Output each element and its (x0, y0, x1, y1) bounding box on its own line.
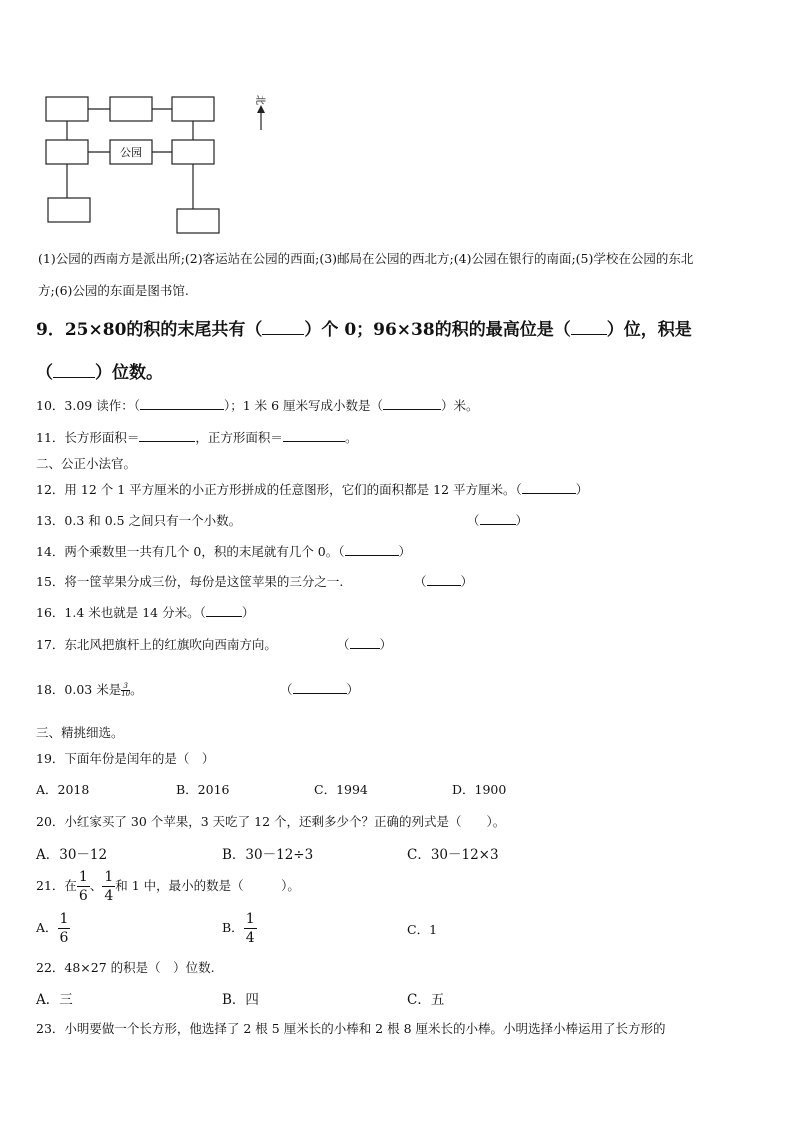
q18-blank[interactable] (293, 681, 347, 694)
q21-option-a[interactable]: A． $\frac{1}{6}$ (36, 911, 69, 946)
north-arrow-icon (257, 105, 265, 130)
q18-answer: （ ） (280, 682, 360, 697)
map-box-ne (172, 97, 214, 121)
q19-option-d[interactable]: D．1900 (452, 782, 507, 797)
map-box-n (110, 97, 152, 121)
question-13: 13．0.3 和 0.5 之间只有一个小数。 (36, 513, 242, 528)
q12-blank[interactable] (522, 481, 576, 494)
q16-blank[interactable] (206, 604, 242, 617)
map-box-e (172, 140, 214, 164)
q10-blank-2[interactable] (383, 397, 441, 410)
section-2-heading: 二、公正小法官。 (36, 456, 137, 471)
question-15: 15．将一筐苹果分成三份，每份是这筐苹果的三分之一. (36, 574, 344, 589)
q10-number: 10． (36, 398, 65, 413)
q9-blank-3[interactable] (53, 365, 95, 378)
q9-number: 9． (36, 320, 65, 340)
north-label: 北 (254, 95, 265, 105)
q22-option-b[interactable]: B．四 (222, 992, 259, 1008)
question-23: 23．小明要做一个长方形，他选择了 2 根 5 厘米长的小棒和 2 根 8 厘米长的小棒。小明选择小棒运用了长方形的 (36, 1021, 666, 1036)
question-12: 12．用 12 个 1 平方厘米的小正方形拼成的任意图形，它们的面积都是 12 平方厘米。（ ） (36, 482, 589, 497)
question-18: 18．0.03 米是 $\frac{3}{10}$ 。 (36, 682, 143, 698)
q22-option-a[interactable]: A．三 (36, 992, 73, 1008)
q14-blank[interactable] (345, 543, 399, 556)
q21-option-c[interactable]: C．1 (407, 922, 438, 937)
question-17: 17．东北风把旗杆上的红旗吹向西南方向。 (36, 637, 277, 652)
question-9-cont: （ ）位数。 (36, 363, 163, 383)
question-19: 19．下面年份是闰年的是（ ） (36, 751, 215, 766)
q20-option-c[interactable]: C．30－12×3 (407, 847, 499, 863)
q21-option-b[interactable]: B． $\frac{1}{4}$ (222, 911, 255, 946)
q15-blank[interactable] (427, 573, 461, 586)
q19-option-c[interactable]: C．1994 (314, 782, 368, 797)
section-3-heading: 三、精挑细选。 (36, 725, 124, 740)
map-park-label: 公园 (120, 146, 142, 159)
map-box-sw (48, 198, 90, 222)
question-22: 22．48×27 的积是（ ）位数. (36, 960, 215, 975)
question-16: 16．1.4 米也就是 14 分米。（ ） (36, 605, 255, 620)
question-11: 11．长方形面积＝ ，正方形面积＝ 。 (36, 430, 358, 445)
q20-option-a[interactable]: A．30－12 (36, 847, 108, 863)
question-20: 20．小红家买了 30 个苹果，3 天吃了 12 个，还剩多少个？正确的列式是（ ）。 (36, 814, 506, 829)
question-21: 21．在 $\frac{1}{6}$ 、 $\frac{1}{4}$ 和 1 中，最小的数是（ ）。 (36, 869, 300, 904)
q19-option-b[interactable]: B．2016 (176, 782, 230, 797)
q17-blank[interactable] (350, 636, 380, 649)
q13-answer: （ ） (467, 513, 529, 528)
map-box-se (177, 209, 219, 233)
q11-blank-2[interactable] (283, 429, 345, 442)
q22-option-c[interactable]: C．五 (407, 992, 445, 1008)
q15-answer: （ ） (414, 574, 474, 589)
q11-blank-1[interactable] (139, 429, 195, 442)
q21-fraction-1-6: $\frac{1}{6}$ (78, 869, 88, 904)
q21-fraction-1-4: $\frac{1}{4}$ (104, 869, 114, 904)
q9-blank-1[interactable] (262, 322, 304, 335)
map-box-nw (46, 97, 88, 121)
question-9: 9．25×80的积的末尾共有（ ）个 0；96×38的积的最高位是（ ）位，积是 (36, 320, 692, 340)
q13-blank[interactable] (480, 512, 516, 525)
q10-blank-1[interactable] (140, 397, 224, 410)
q8-line2: 方;(6)公园的东面是图书馆. (38, 283, 189, 298)
q8-line1: (1)公园的西南方是派出所;(2)客运站在公园的西面;(3)邮局在公园的西北方;(4)公园在银行的南面;(5)学校在公园的东北 (38, 251, 694, 266)
question-14: 14．两个乘数里一共有几个 0，积的末尾就有几个 0。（ ） (36, 544, 412, 559)
q20-option-b[interactable]: B．30－12÷3 (222, 847, 314, 863)
question-10: 10．3.09 读作：（ ）；1 米 6 厘米写成小数是（ ）米。 (36, 398, 479, 413)
q19-option-a[interactable]: A．2018 (36, 782, 90, 797)
map-box-w (46, 140, 88, 164)
map-diagram (40, 90, 290, 240)
q18-fraction: $\frac{3}{10}$ (121, 682, 131, 698)
q9-blank-2[interactable] (571, 322, 607, 335)
q17-answer: （ ） (337, 637, 393, 652)
